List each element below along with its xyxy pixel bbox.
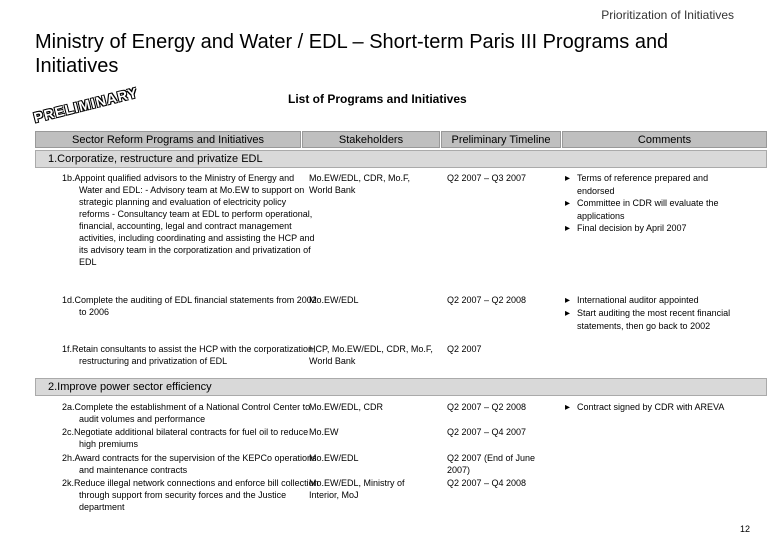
section-band-2 bbox=[35, 378, 767, 396]
stakeholders-2a: Mo.EW/EDL, CDR bbox=[309, 402, 384, 412]
timeline-2k: Q2 2007 – Q4 2008 bbox=[447, 478, 527, 488]
stakeholders-1b: Mo.EW/EDL, CDR, Mo.F, World Bank bbox=[309, 173, 411, 195]
timeline-1b: Q2 2007 – Q3 2007 bbox=[447, 173, 527, 183]
timeline-2h: Q2 2007 (End of June 2007) bbox=[447, 453, 536, 475]
initiative-1b: 1b.Appoint qualified advisors to the Ministry of Energy and Water and EDL: - Advisory team at Mo.EW to support on strategic planning and evaluation of electricity policy reforms - Consultancy team at EDL to perform operational, financial, accounting, legal and contract management activities, including coordinating and assisting the HCP and its advisory team in the corporatization and privatization of EDL bbox=[62, 173, 315, 267]
page-title: Ministry of Energy and Water / EDL – Short-term Paris III Programs and Initiatives bbox=[35, 31, 669, 77]
initiative-2k: 2k.Reduce illegal network connections and enforce bill collection through support from security forces and the Justice department bbox=[62, 478, 319, 512]
timeline-1d: Q2 2007 – Q2 2008 bbox=[447, 295, 527, 305]
comment-item: ▸ Contract signed by CDR with AREVA bbox=[565, 401, 743, 414]
initiative-2a: 2a.Complete the establishment of a National Control Center to audit volumes and performance bbox=[62, 402, 311, 424]
table-subtitle: List of Programs and Initiatives bbox=[288, 92, 467, 106]
preliminary-stamp: PRELIMINARY bbox=[32, 84, 140, 126]
column-header-stakeholders: Stakeholders bbox=[302, 131, 440, 148]
page-number: 12 bbox=[739, 524, 750, 534]
comment-item: ▸ International auditor appointed bbox=[565, 294, 743, 307]
initiative-2h: 2h.Award contracts for the supervision of the KEPCo operations and maintenance contracts bbox=[62, 453, 317, 475]
column-header-timeline: Preliminary Timeline bbox=[441, 131, 561, 148]
stakeholders-1d: Mo.EW/EDL bbox=[309, 295, 359, 305]
column-header-comments: Comments bbox=[562, 131, 767, 148]
comment-item: ▸ Final decision by April 2007 bbox=[565, 222, 743, 235]
initiative-1f: 1f.Retain consultants to assist the HCP with the corporatization, restructuring and privatization of EDL bbox=[62, 344, 316, 366]
comment-item: ▸ Committee in CDR will evaluate the applications bbox=[565, 197, 743, 222]
timeline-1f: Q2 2007 bbox=[447, 344, 482, 354]
column-header-initiatives: Sector Reform Programs and Initiatives bbox=[35, 131, 301, 148]
comments-2a bbox=[565, 401, 743, 414]
comment-item: ▸ Terms of reference prepared and endorsed bbox=[565, 172, 743, 197]
section-header: Prioritization of Initiatives bbox=[601, 8, 734, 22]
initiative-1d: 1d.Complete the auditing of EDL financial statements from 2002 to 2006 bbox=[62, 295, 317, 317]
comment-item: ▸ Start auditing the most recent financial statements, then go back to 2002 bbox=[565, 307, 743, 332]
timeline-2a: Q2 2007 – Q2 2008 bbox=[447, 402, 527, 412]
section-band-1 bbox=[35, 150, 767, 168]
timeline-2c: Q2 2007 – Q4 2007 bbox=[447, 427, 527, 437]
comments-1d bbox=[565, 294, 743, 332]
stakeholders-2c: Mo.EW bbox=[309, 427, 339, 437]
stakeholders-1f: HCP, Mo.EW/EDL, CDR, Mo.F, World Bank bbox=[309, 344, 433, 366]
section-label: 1.Corporatize, restructure and privatize EDL bbox=[48, 153, 263, 165]
initiative-2c: 2c.Negotiate additional bilateral contracts for fuel oil to reduce high premiums bbox=[62, 427, 309, 449]
stakeholders-2h: Mo.EW/EDL bbox=[309, 453, 359, 463]
section-label: 2.Improve power sector efficiency bbox=[48, 381, 212, 393]
stakeholders-2k: Mo.EW/EDL, Ministry of Interior, MoJ bbox=[309, 478, 405, 500]
comments-1b bbox=[565, 172, 743, 235]
